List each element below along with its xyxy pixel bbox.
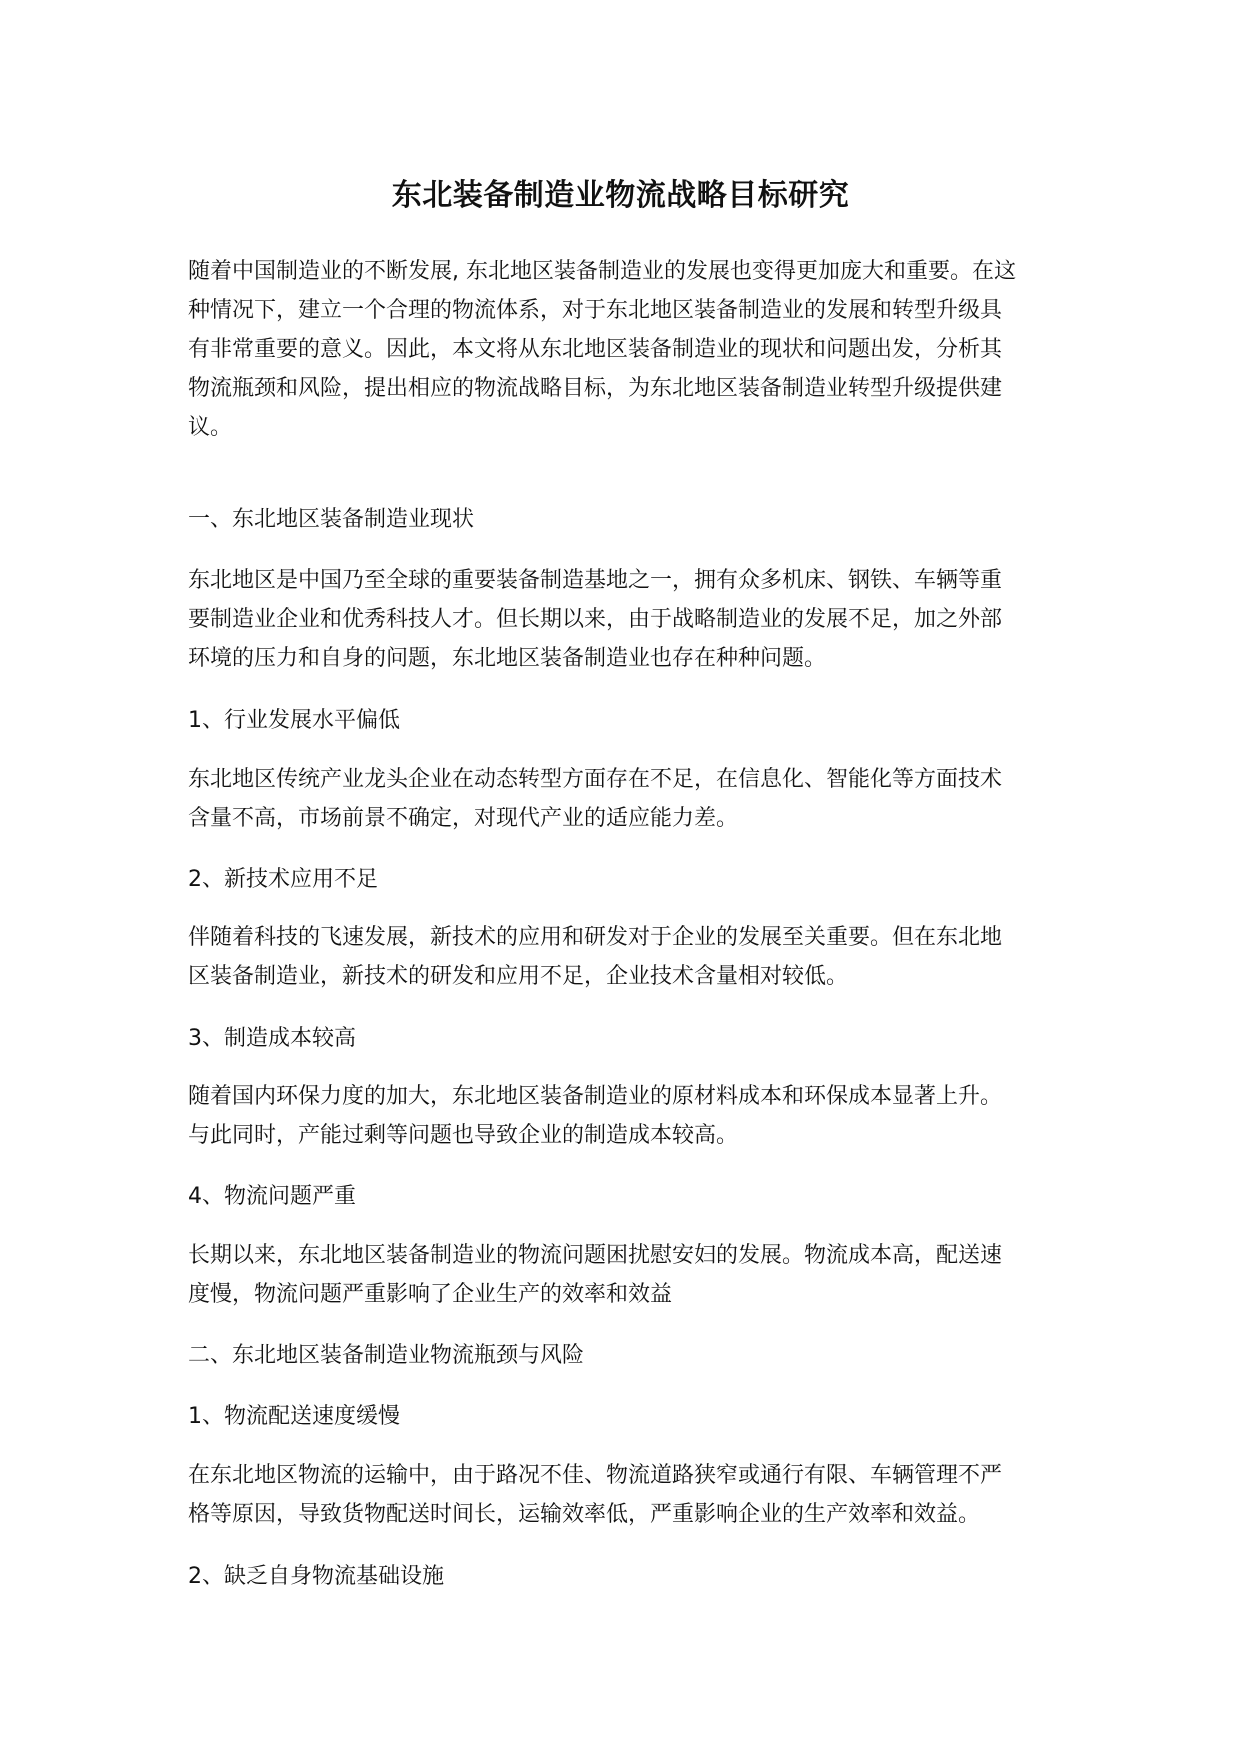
intro-paragraph bbox=[188, 252, 1048, 447]
s1-item-1-heading: 1、行业发展水平偏低 bbox=[188, 708, 400, 733]
paragraph-line: 度慢，物流问题严重影响了企业生产的效率和效益 bbox=[188, 1282, 673, 1307]
s2-item-1-paragraph bbox=[188, 1456, 1048, 1534]
paragraph-line: 格等原因，导致货物配送时间长，运输效率低，严重影响企业的生产效率和效益。 bbox=[188, 1502, 981, 1527]
subheading bbox=[188, 1557, 1048, 1596]
paragraph-line: 伴随着科技的飞速发展，新技术的应用和研发对于企业的发展至关重要。但在东北地 bbox=[188, 925, 1003, 950]
s2-item-1-heading: 1、物流配送速度缓慢 bbox=[188, 1404, 400, 1429]
s1-item-2-heading: 2、新技术应用不足 bbox=[188, 867, 378, 892]
s1-item-1-paragraph bbox=[188, 760, 1048, 838]
paragraph-line: 有非常重要的意义。因此，本文将从东北地区装备制造业的现状和问题出发，分析其 bbox=[188, 337, 1003, 362]
subheading bbox=[188, 1177, 1048, 1216]
paragraph-line: 与此同时，产能过剩等问题也导致企业的制造成本较高。 bbox=[188, 1123, 739, 1148]
subheading bbox=[188, 701, 1048, 740]
s1-item-4-heading: 4、物流问题严重 bbox=[188, 1184, 356, 1209]
paragraph-line: 东北地区传统产业龙头企业在动态转型方面存在不足，在信息化、智能化等方面技术 bbox=[188, 767, 1003, 792]
paragraph-line: 长期以来，东北地区装备制造业的物流问题困扰慰安妇的发展。物流成本高，配送速 bbox=[188, 1243, 1003, 1268]
paragraph-line: 东北地区是中国乃至全球的重要装备制造基地之一，拥有众多机床、钢铁、车辆等重 bbox=[188, 568, 1003, 593]
s1-item-2-paragraph bbox=[188, 918, 1048, 996]
section-heading bbox=[188, 1336, 1048, 1375]
section-2-heading: 二、东北地区装备制造业物流瓶颈与风险 bbox=[188, 1343, 585, 1368]
section-heading bbox=[188, 500, 1048, 539]
subheading bbox=[188, 1397, 1048, 1436]
s1-item-3-paragraph bbox=[188, 1077, 1048, 1155]
paragraph-line: 要制造业企业和优秀科技人才。但长期以来，由于战略制造业的发展不足，加之外部 bbox=[188, 607, 1003, 632]
s1-item-4-paragraph bbox=[188, 1236, 1048, 1314]
paragraph-line: 种情况下，建立一个合理的物流体系，对于东北地区装备制造业的发展和转型升级具 bbox=[188, 298, 1003, 323]
paragraph-line: 随着国内环保力度的加大，东北地区装备制造业的原材料成本和环保成本显著上升。 bbox=[188, 1084, 1003, 1109]
paragraph-line: 随着中国制造业的不断发展, 东北地区装备制造业的发展也变得更加庞大和重要。在这 bbox=[188, 259, 1016, 284]
section-1-paragraph bbox=[188, 561, 1048, 678]
subheading bbox=[188, 860, 1048, 899]
paragraph-line: 物流瓶颈和风险，提出相应的物流战略目标，为东北地区装备制造业转型升级提供建 bbox=[188, 376, 1003, 401]
s1-item-3-heading: 3、制造成本较高 bbox=[188, 1026, 356, 1051]
paragraph-line: 区装备制造业，新技术的研发和应用不足，企业技术含量相对较低。 bbox=[188, 964, 849, 989]
paragraph-line: 在东北地区物流的运输中，由于路况不佳、物流道路狭窄或通行有限、车辆管理不严 bbox=[188, 1463, 1003, 1488]
paragraph-line: 环境的压力和自身的问题，东北地区装备制造业也存在种种问题。 bbox=[188, 646, 827, 671]
s2-item-2-heading: 2、缺乏自身物流基础设施 bbox=[188, 1564, 444, 1589]
section-1-heading: 一、东北地区装备制造业现状 bbox=[188, 507, 475, 532]
document-title: 东北装备制造业物流战略目标研究 bbox=[391, 178, 850, 213]
subheading bbox=[188, 1019, 1048, 1058]
paragraph-line: 含量不高，市场前景不确定，对现代产业的适应能力差。 bbox=[188, 806, 739, 831]
paragraph-line: 议。 bbox=[188, 415, 233, 440]
